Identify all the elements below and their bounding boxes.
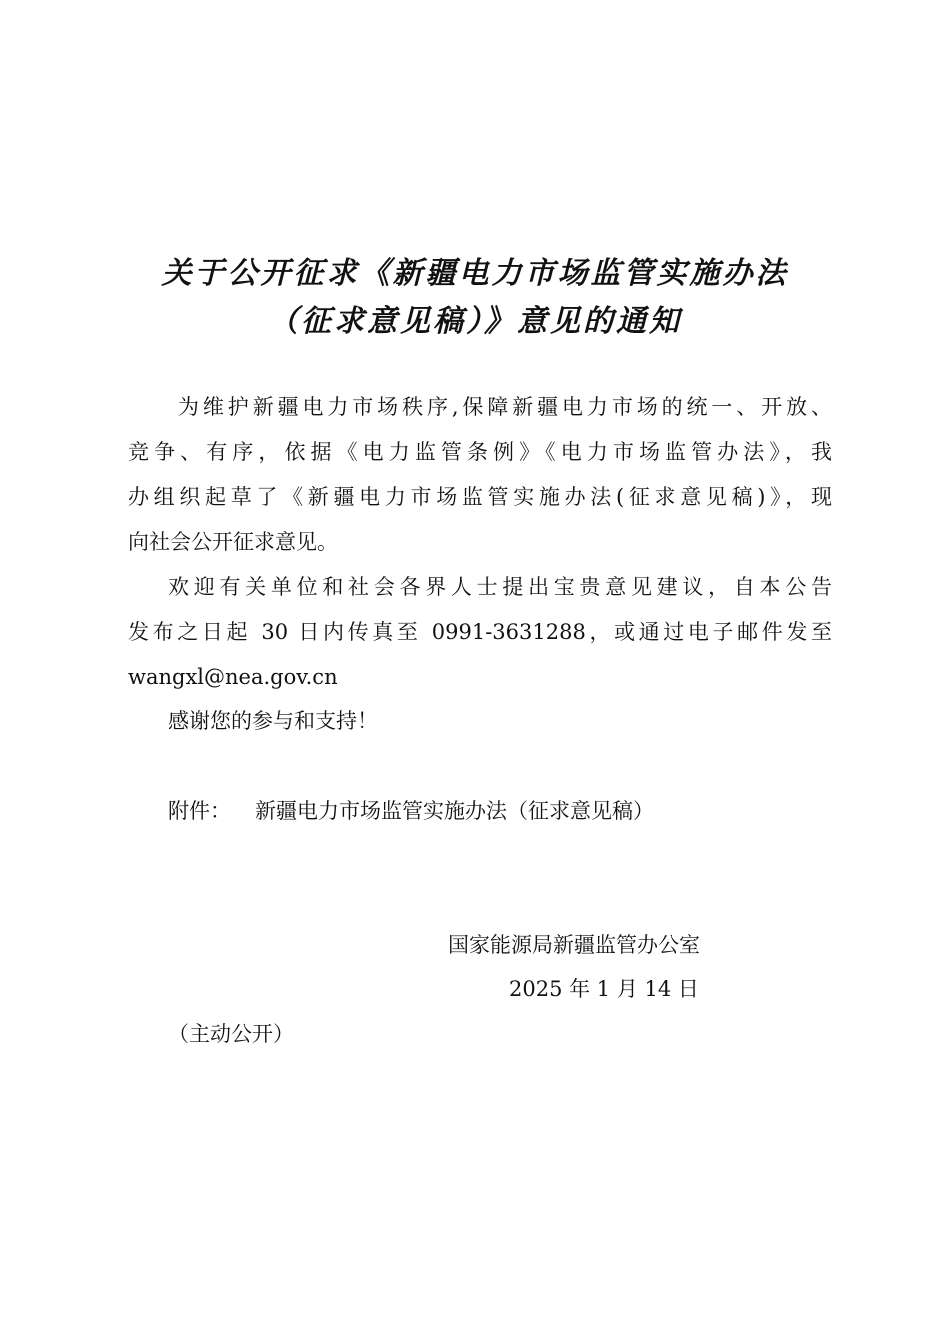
thanks-paragraph: 感谢您的参与和支持！: [168, 709, 378, 733]
paragraph-1-line-4: 向社会公开征求意见。: [128, 530, 338, 554]
paragraph-1-line-1: 为维护新疆电力市场秩序,保障新疆电力市场的统一、开放、: [178, 395, 832, 419]
document-title-line-1: 关于公开征求《新疆电力市场监管实施办法: [161, 256, 789, 291]
document-title-line-2: （征求意见稿）》意见的通知: [268, 304, 682, 339]
paragraph-1-line-2: 竞争、有序，依据《电力监管条例》《电力市场监管办法》，我: [128, 440, 832, 464]
attachment-name: 新疆电力市场监管实施办法（征求意见稿）: [255, 799, 654, 823]
paragraph-2-line-1: 欢迎有关单位和社会各界人士提出宝贵意见建议，自本公告: [168, 575, 832, 599]
paragraph-2-line-2: 发布之日起 30 日内传真至 0991-3631288，或通过电子邮件发至: [128, 620, 832, 644]
paragraph-1-line-3: 办组织起草了《新疆电力市场监管实施办法(征求意见稿)》，现: [128, 485, 832, 509]
signature-date: 2025 年 1 月 14 日: [509, 977, 699, 1001]
contact-email: wangxl@nea.gov.cn: [128, 665, 338, 689]
attachment-label: 附件：: [168, 799, 231, 823]
disclosure-note: （主动公开）: [168, 1022, 294, 1046]
signature-organization: 国家能源局新疆监管办公室: [448, 933, 700, 957]
